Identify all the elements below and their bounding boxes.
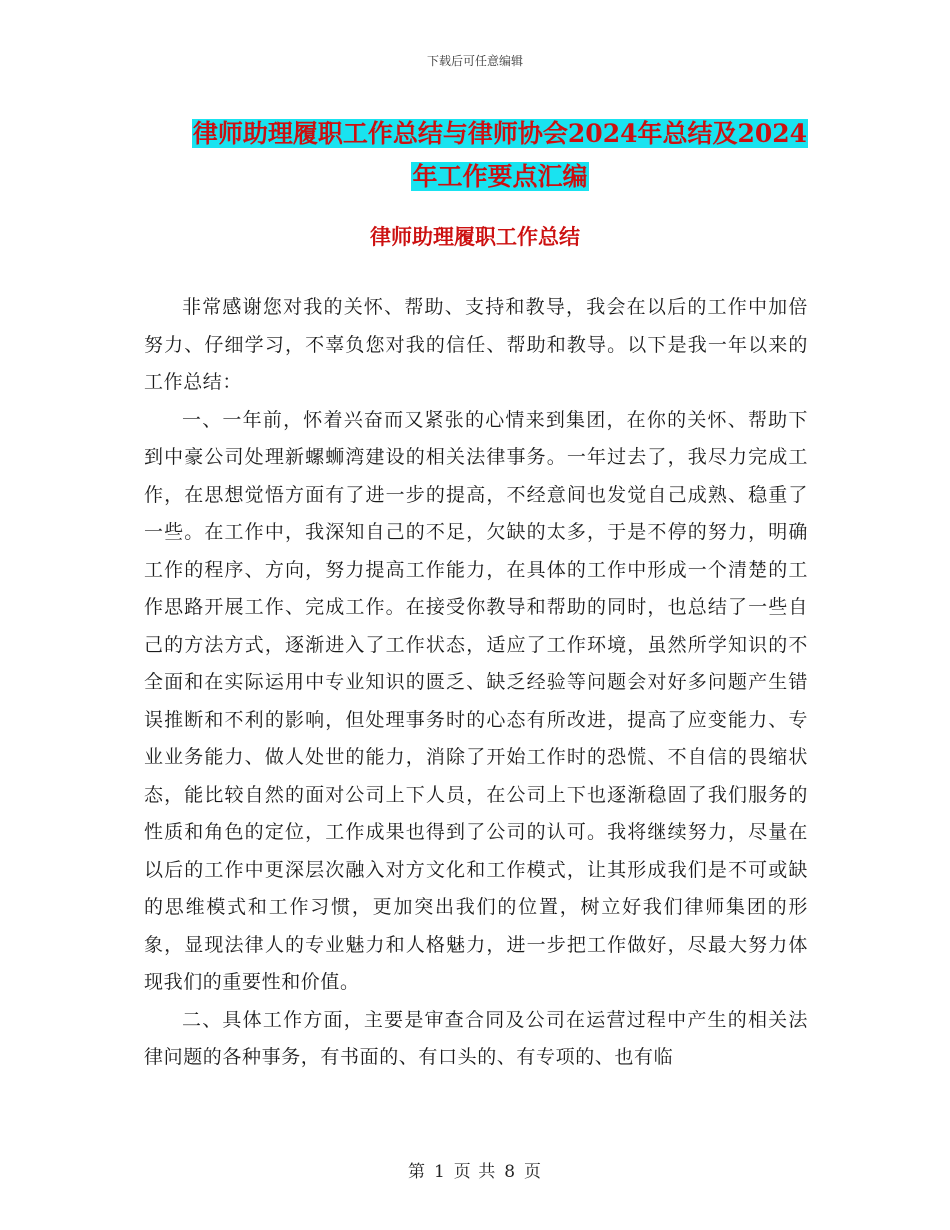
document-title-line-1: 律师助理履职工作总结与律师协会2024年总结及2024	[192, 119, 808, 148]
section-title: 律师助理履职工作总结	[370, 224, 580, 249]
header-note: 下载后可任意编辑	[426, 54, 523, 68]
page-footer	[0, 1157, 950, 1182]
paragraph: 一、一年前，怀着兴奋而又紧张的心情来到集团，在你的关怀、帮助下到中豪公司处理新螺蛳湾建设的相关法律事务。一年过去了，我尽力完成工作，在思想觉悟方面有了进一步的提高，不经意间也发觉自己成熟、稳重了一些。在工作中，我深知自己的不足，欠缺的太多，于是不停的努力，明确工作的程序、方向，努力提高工作能力，在具体的工作中形成一个清楚的工作思路开展工作、完成工作。在接受你教导和帮助的同时，也总结了一些自己的方法方式，逐渐进入了工作状态，适应了工作环境，虽然所学知识的不全面和在实际运用中专业知识的匮乏、缺乏经验等问题会对好多问题产生错误推断和不利的影响，但处理事务时的心态有所改进，提高了应变能力、专业业务能力、做人处世的能力，消除了开始工作时的恐慌、不自信的畏缩状态，能比较自然的面对公司上下人员，在公司上下也逐渐稳固了我们服务的性质和角色的定位，工作成果也得到了公司的认可。我将继续努力，尽量在以后的工作中更深层次融入对方文化和工作模式，让其形成我们是不可或缺的思维模式和工作习惯，更加突出我们的位置，树立好我们律师集团的形象，显现法律人的专业魅力和人格魅力，进一步把工作做好，尽最大努力体现我们的重要性和价值。	[144, 408, 808, 993]
footer-suffix: 页	[524, 1162, 543, 1182]
paragraph: 二、具体工作方面，主要是审查合同及公司在运营过程中产生的相关法律问题的各种事务，有书面的、有口头的、有专项的、也有临	[144, 1008, 808, 1068]
document-title	[100, 112, 900, 198]
body-text	[144, 289, 808, 1077]
footer-middle: 页 共	[453, 1162, 497, 1182]
footer-page-number: 1	[433, 1162, 446, 1182]
footer-total-pages: 8	[504, 1162, 517, 1182]
paragraph: 非常感谢您对我的关怀、帮助、支持和教导，我会在以后的工作中加倍努力、仔细学习，不辜负您对我的信任、帮助和教导。以下是我一年以来的工作总结：	[144, 296, 808, 393]
footer-prefix: 第	[407, 1162, 426, 1182]
document-title-line-2: 年工作要点汇编	[412, 162, 588, 191]
